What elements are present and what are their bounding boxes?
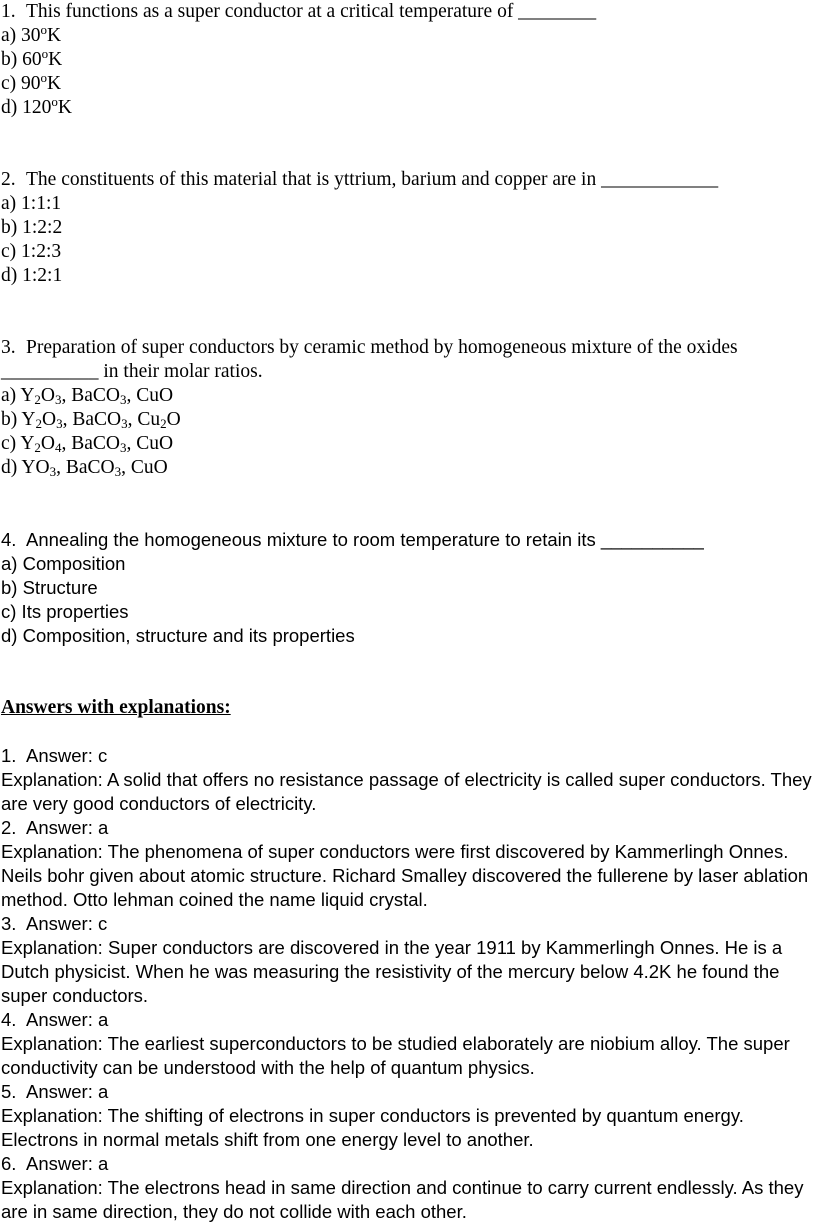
question-2	[1, 168, 816, 288]
option-d: d) 1:2:1	[1, 265, 63, 286]
answer-item	[1, 816, 816, 912]
option-a: a) $Y_2O_3$, BaCO$_3$, CuO	[1, 385, 174, 407]
question-text: Annealing the homogeneous mixture to room temperature to retain its __________	[26, 529, 704, 550]
option-b: b) $Y_2O_3$, BaCO$_3$, $Cu_2O$	[1, 409, 181, 431]
question-text: The constituents of this material that is yttrium, barium and copper are in ____________	[26, 169, 719, 190]
answer-line: 6. Answer: a	[1, 1153, 109, 1174]
option-a: a) 1:1:1	[1, 193, 62, 214]
answers-heading: Answers with explanations:	[1, 697, 231, 718]
question-1	[1, 0, 816, 120]
option-b: b) 60$^o$K	[1, 46, 63, 70]
answer-item	[1, 1080, 816, 1152]
question-stem	[1, 168, 816, 192]
option-b: b) 1:2:2	[1, 217, 63, 238]
question-4	[1, 528, 816, 648]
question-number: 2.	[1, 169, 16, 190]
option-d: d) 120$^o$K	[1, 94, 72, 118]
question-stem	[1, 528, 816, 552]
answers-list	[1, 744, 816, 1224]
option-d: d) Composition, structure and its properties	[1, 625, 355, 646]
question-3	[1, 336, 816, 480]
answer-item	[1, 1008, 816, 1080]
option-c: c) 1:2:3	[1, 241, 62, 262]
question-number: 1.	[1, 1, 16, 22]
explanation: Explanation: A solid that offers no resistance passage of electricity is called super conductors. They are very good conductors of electricity.	[1, 769, 812, 814]
question-number: 4.	[1, 529, 17, 550]
answer-item	[1, 1152, 816, 1224]
question-text: Preparation of super conductors by ceramic method by homogeneous mixture of the oxides	[26, 337, 738, 358]
answer-line: 2. Answer: a	[1, 817, 109, 838]
option-c: c) 90$^o$K	[1, 70, 62, 94]
option-a: a) Composition	[1, 553, 126, 574]
answer-line: 5. Answer: a	[1, 1081, 109, 1102]
option-b: b) Structure	[1, 577, 98, 598]
answer-line: 1. Answer: c	[1, 745, 108, 766]
option-c: c) $Y_2O_4$, BaCO$_3$, CuO	[1, 433, 174, 455]
answer-item	[1, 744, 816, 816]
question-stem	[1, 336, 816, 360]
explanation: Explanation: The electrons head in same direction and continue to carry current endlessly. As they are in same direction, they do not collide with each other.	[1, 1177, 804, 1222]
answer-line: 3. Answer: c	[1, 913, 108, 934]
option-d: d) $YO_3$, BaCO$_3$, CuO	[1, 457, 168, 479]
explanation: Explanation: The earliest superconductors to be studied elaborately are niobium alloy. The super conductivity can be understood with the help of quantum physics.	[1, 1033, 790, 1078]
option-c: c) Its properties	[1, 601, 129, 622]
answer-item	[1, 912, 816, 1008]
question-number: 3.	[1, 337, 16, 358]
question-text-continued: __________ in their molar ratios.	[1, 361, 263, 382]
explanation: Explanation: The phenomena of super conductors were first discovered by Kammerlingh Onnes. Neils bohr given about atomic structure. Richard Smalley discovered the fullerene by laser ablation method. Otto lehman coined the name liquid crystal.	[1, 841, 809, 910]
answer-line: 4. Answer: a	[1, 1009, 109, 1030]
question-stem	[1, 0, 816, 24]
explanation: Explanation: Super conductors are discovered in the year 1911 by Kammerlingh Onnes. He is a Dutch physicist. When he was measuring the resistivity of the mercury below 4.2K he found the super conductors.	[1, 937, 783, 1006]
option-a: a) 30$^o$K	[1, 22, 62, 46]
question-text: This functions as a super conductor at a critical temperature of ________	[26, 1, 597, 22]
explanation: Explanation: The shifting of electrons in super conductors is prevented by quantum energy. Electrons in normal metals shift from one energy level to another.	[1, 1105, 744, 1150]
